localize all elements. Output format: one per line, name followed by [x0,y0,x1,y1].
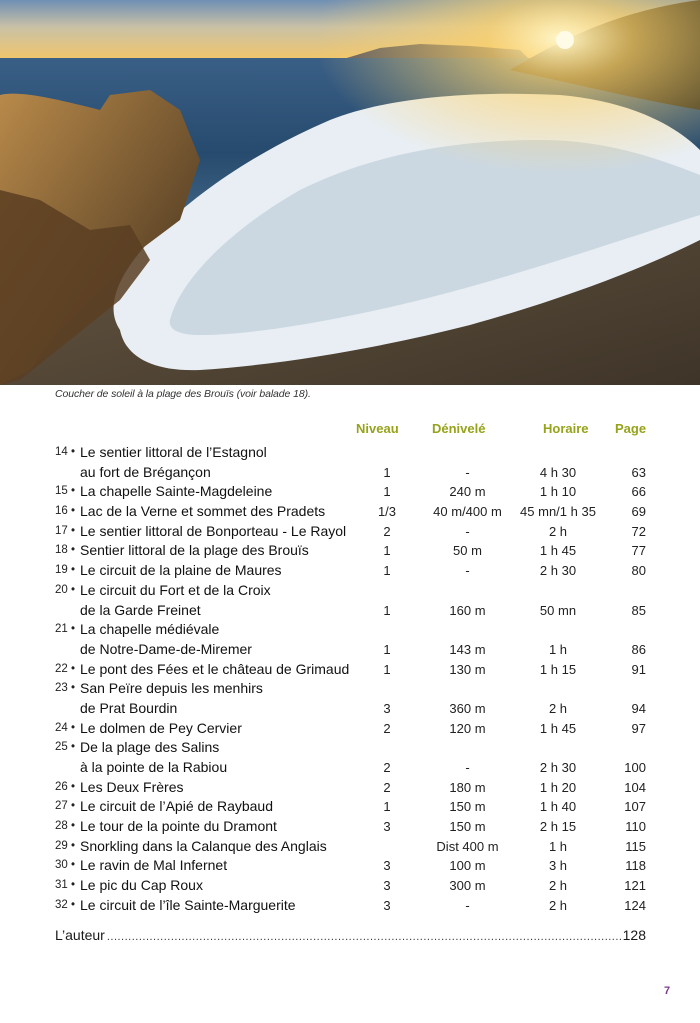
entry-number: 26 • [55,780,76,793]
entry-page: 77 [631,543,646,559]
entry-denivele: - [465,563,470,579]
entry-horaire: 1 h [548,838,568,854]
entry-page: 72 [631,523,646,539]
entry-number: 29 • [55,839,76,852]
toc-row[interactable] [0,797,700,817]
entry-niveau: 1 [383,661,391,677]
entry-denivele: Dist 400 m [436,838,499,854]
entry-niveau: 1 [383,799,391,815]
dot-leader [107,925,621,947]
entry-page: 100 [624,760,646,775]
entry-title: Le circuit du Fort et de la Croix [80,581,271,598]
entry-denivele: 150 m [449,819,486,835]
entry-page: 94 [631,700,646,716]
entry-niveau: 3 [383,819,391,835]
toc-row[interactable] [0,443,700,463]
entry-number: 24 • [55,721,76,734]
entry-title: Sentier littoral de la plage des Brouïs [80,542,309,559]
entry-title: Le sentier littoral de Bonporteau - Le Rayol [80,522,347,539]
entry-denivele: - [465,897,470,913]
entry-number: 19 • [55,564,76,577]
entry-horaire: 1 h [548,641,568,657]
toc-row[interactable] [0,758,700,778]
cover-photo-sunset-beach [0,0,700,385]
entry-denivele: 150 m [449,799,486,815]
entry-page: 69 [631,504,646,520]
toc-row[interactable] [0,699,700,719]
entry-niveau: 2 [383,760,391,775]
entry-title: De la plage des Salins [80,739,220,756]
page-number: 7 [664,985,671,997]
toc-row[interactable] [0,541,700,561]
entry-title: Le tour de la pointe du Dramont [80,818,277,835]
entry-niveau: 1 [383,484,391,500]
entry-title: de la Garde Freinet [80,601,201,618]
entry-number: 28 • [55,820,76,833]
entry-denivele: 360 m [449,700,486,716]
entry-title: San Peïre depuis les menhirs [80,680,263,697]
photo-caption: Coucher de soleil à la plage des Brouïs (voir balade 18). [55,388,311,400]
entry-number: 27 • [55,800,76,813]
entry-horaire: 1 h 10 [539,484,577,500]
toc-row[interactable] [0,817,700,837]
toc-column-headers [0,421,700,441]
table-of-contents [0,443,700,916]
entry-denivele: 143 m [449,641,486,657]
entry-niveau: 3 [383,897,391,913]
entry-number: 25 • [55,741,76,754]
entry-niveau: 1 [383,602,391,618]
entry-denivele: 120 m [449,720,486,736]
entry-niveau: 2 [383,720,391,736]
entry-title: Le pont des Fées et le château de Grimaud [80,660,350,677]
entry-niveau: 1 [383,543,391,559]
header-niveau: Niveau [356,421,399,436]
toc-row-author[interactable] [55,925,646,947]
toc-row[interactable] [0,601,700,621]
entry-horaire: 45 mn/1 h 35 [520,504,596,520]
entry-denivele: 130 m [449,661,486,677]
entry-niveau: 3 [383,878,391,894]
entry-horaire: 4 h 30 [539,464,577,480]
toc-row[interactable] [0,719,700,739]
entry-title: Le dolmen de Pey Cervier [80,719,242,736]
entry-page: 63 [631,464,646,480]
toc-row[interactable] [0,482,700,502]
entry-page: 107 [624,799,646,815]
entry-title: Les Deux Frères [80,778,184,795]
author-label: L’auteur [55,927,105,943]
toc-row[interactable] [0,463,700,483]
entry-number: 15 • [55,485,76,498]
entry-denivele: 160 m [449,602,486,618]
entry-number: 32 • [55,898,76,911]
toc-row[interactable] [0,660,700,680]
entry-denivele: 180 m [449,779,486,795]
entry-niveau: 1 [383,563,391,579]
entry-number: 17 • [55,524,76,537]
entry-horaire: 2 h 15 [539,819,577,835]
entry-page: 85 [631,602,646,618]
entry-denivele: 240 m [449,484,486,500]
entry-page: 80 [631,563,646,579]
entry-niveau: 1 [383,464,391,480]
entry-title: au fort de Brégançon [80,463,211,480]
header-denivele: Dénivelé [432,421,486,436]
entry-number: 21 • [55,623,76,636]
entry-title: à la pointe de la Rabiou [80,759,228,775]
toc-row[interactable] [0,620,700,640]
entry-horaire: 2 h [548,897,568,913]
entry-title: de Prat Bourdin [80,699,178,716]
entry-number: 31 • [55,879,76,892]
entry-niveau: 1 [383,641,391,657]
entry-title: Lac de la Verne et sommet des Pradets [80,503,326,520]
toc-row[interactable] [0,876,700,896]
entry-title: de Notre-Dame-de-Miremer [80,640,252,657]
entry-page: 66 [631,484,646,500]
entry-denivele: - [465,464,470,480]
entry-horaire: 1 h 20 [539,779,577,795]
entry-page: 118 [625,858,646,874]
header-page: Page [615,421,647,436]
entry-number: 16 • [55,505,76,518]
entry-title: Le circuit de l’île Sainte-Marguerite [80,896,296,913]
toc-row[interactable] [0,837,700,857]
entry-title: Le sentier littoral de l’Estagnol [80,444,267,460]
entry-page: 86 [631,641,646,657]
author-page: 128 [622,927,646,943]
entry-title: Le circuit de la plaine de Maures [80,562,282,579]
entry-title: La chapelle médiévale [80,621,220,638]
entry-title: Le ravin de Mal Infernet [80,857,228,874]
toc-row[interactable] [0,679,700,699]
entry-denivele: 50 m [453,543,482,559]
entry-denivele: 40 m/400 m [433,504,502,520]
entry-horaire: 2 h [548,523,568,539]
entry-niveau: 2 [383,523,391,539]
toc-row[interactable] [0,856,700,876]
entry-page: 110 [625,819,646,835]
toc-row[interactable] [0,778,700,798]
toc-row[interactable] [0,561,700,581]
entry-horaire: 2 h 30 [539,563,577,579]
entry-horaire: 2 h 30 [539,760,577,775]
entry-number: 23 • [55,682,76,695]
entry-page: 124 [624,897,646,913]
entry-denivele: - [465,523,470,539]
entry-horaire: 2 h [548,878,568,894]
toc-row[interactable] [0,896,700,916]
entry-horaire: 50 mn [539,602,577,618]
entry-title: Snorkling dans la Calanque des Anglais [80,837,327,854]
entry-niveau: 3 [383,700,391,716]
entry-horaire: 2 h [548,700,568,716]
toc-row[interactable] [0,522,700,542]
entry-niveau: 1/3 [377,504,397,520]
entry-title: Le pic du Cap Roux [80,877,203,894]
entry-denivele: 300 m [449,878,486,894]
entry-horaire: 3 h [548,858,568,874]
entry-number: 22 • [55,662,76,675]
entry-page: 121 [624,878,646,894]
entry-page: 91 [631,661,646,677]
entry-denivele: - [465,760,470,775]
header-horaire: Horaire [543,421,589,436]
entry-horaire: 1 h 15 [539,661,577,677]
toc-row[interactable] [0,581,700,601]
entry-number: 14 • [55,446,76,458]
entry-number: 20 • [55,583,76,596]
toc-row[interactable] [0,502,700,522]
entry-page: 104 [624,779,646,795]
entry-niveau: 2 [383,779,391,795]
entry-number: 18 • [55,544,76,557]
toc-row[interactable] [0,738,700,758]
toc-row[interactable] [0,640,700,660]
entry-denivele: 100 m [449,858,486,874]
entry-horaire: 1 h 40 [539,799,577,815]
entry-title: Le circuit de l’Apié de Raybaud [80,798,274,815]
entry-page: 115 [625,838,646,854]
entry-number: 30 • [55,859,76,872]
entry-title: La chapelle Sainte-Magdeleine [80,483,273,500]
entry-niveau: 3 [383,858,391,874]
entry-horaire: 1 h 45 [539,543,577,559]
entry-horaire: 1 h 45 [539,720,577,736]
entry-page: 97 [631,720,646,736]
